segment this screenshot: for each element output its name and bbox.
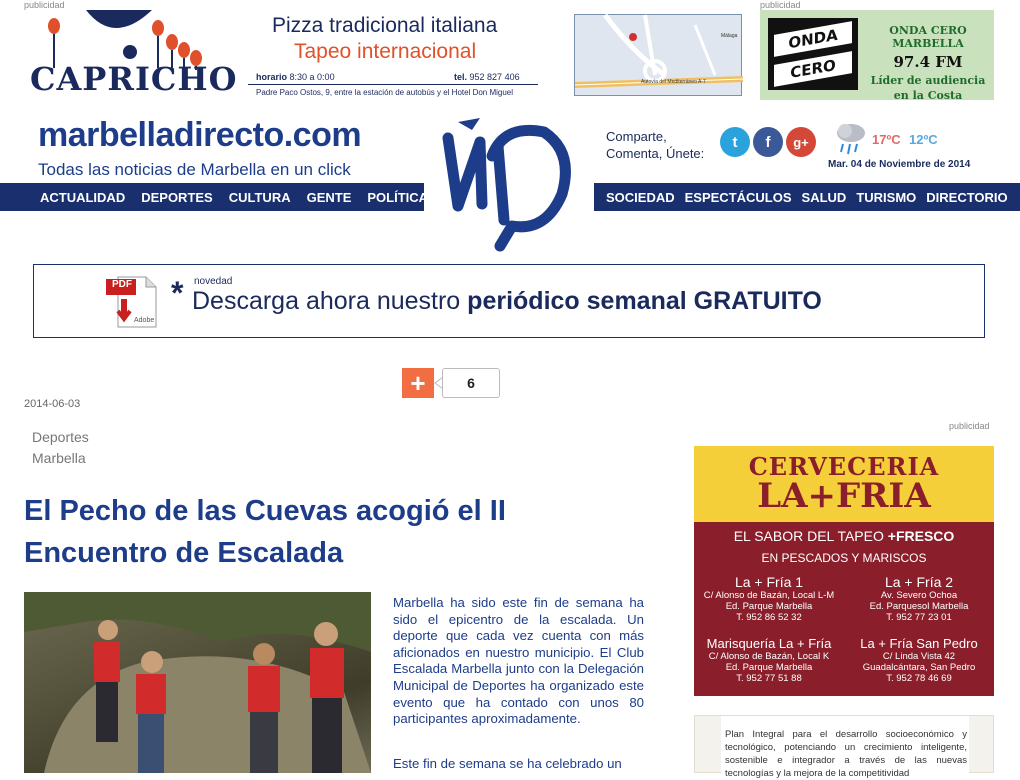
pdf-label: PDF	[112, 279, 132, 290]
md-logo-icon[interactable]	[440, 116, 580, 256]
hours-label: horario	[256, 72, 288, 82]
article-date: 2014-06-03	[24, 398, 81, 410]
onda-slogan2: en la Costa	[893, 89, 963, 102]
pizza-ad[interactable]	[248, 10, 538, 102]
current-date: Mar. 04 de Noviembre de 2014	[828, 159, 971, 170]
twitter-icon[interactable]: t	[720, 127, 750, 157]
capricho-brand: CAPRICHO	[30, 60, 238, 98]
addthis-share-button[interactable]: +	[402, 368, 434, 398]
nav-politica[interactable]: POLÍTICA	[367, 189, 429, 205]
location-3: Marisquería La + Fría C/ Alonso de Bazán, Local K Ed. Parque Marbella T. 952 77 51 88	[706, 636, 832, 684]
nav-deportes[interactable]: DEPORTES	[141, 189, 213, 205]
map-city-label: Málaga	[721, 33, 738, 39]
article-paragraph-1: Marbella ha sido este fin de semana ha sido el epicentro de la escalada. Un deporte que cada vez cuenta con más aficionados en nuestro municipio. El Club Escalada Marbella junto con la Delegación Municipal de Deportes ha organizado este evento que ha contado con unos 80 participantes aproximadamente.	[393, 595, 644, 727]
asterisk-icon: *	[171, 275, 184, 311]
phone-label: tel.	[454, 72, 468, 82]
temp-max: 17ºC	[872, 132, 901, 147]
banner-text: Descarga ahora nuestro periódico semanal GRATUITO	[192, 287, 822, 315]
map-ad[interactable]	[574, 14, 742, 96]
article-photo[interactable]	[24, 592, 371, 773]
temp-min: 12ºC	[909, 132, 938, 147]
cerveceria-sub: EN PESCADOS Y MARISCOS	[761, 551, 927, 565]
site-title-link[interactable]: marbelladirecto.com	[38, 116, 362, 154]
location-2: La + Fría 2 Av. Severo Ochoa Ed. Parquesol Marbella T. 952 77 23 01	[869, 574, 969, 623]
onda-title: ONDA CERO MARBELLA	[889, 24, 967, 50]
google-plus-icon[interactable]: g+	[786, 127, 816, 157]
plan-text: Plan Integral para el desarrollo socioeconómico y tecnológico, potenciando un crecimiento inteligente, sostenible e integrador a través de las nuevas tecnologías y la mejora de la competitividad	[725, 729, 967, 779]
ad-label: publicidad	[760, 0, 801, 10]
onda-freq: 97.4 FM	[893, 53, 963, 71]
cerveceria-slogan-bold: +FRESCO	[887, 528, 955, 544]
plan-integral-ad[interactable]	[694, 715, 994, 779]
category-link-deportes[interactable]: Deportes	[32, 429, 89, 445]
nav-turismo[interactable]: TURISMO	[856, 189, 917, 205]
article-paragraph-2: Este fin de semana se ha celebrado un	[393, 756, 622, 771]
main-nav-right	[594, 183, 1020, 211]
nav-salud[interactable]: SALUD	[801, 189, 847, 205]
onda-cero-logo: ONDA CERO	[768, 18, 858, 90]
site-tagline: Todas las noticias de Marbella en un click	[38, 160, 351, 179]
nav-espectaculos[interactable]: ESPECTÁCULOS	[684, 189, 792, 205]
main-nav-left	[0, 183, 429, 211]
facebook-icon[interactable]: f	[753, 127, 783, 157]
article-title: El Pecho de las Cuevas acogió el II Encuentro de Escalada	[24, 495, 506, 569]
divider	[248, 84, 538, 85]
pizza-line1: Pizza tradicional italiana	[272, 14, 498, 37]
category-link-marbella[interactable]: Marbella	[32, 450, 86, 466]
location-4: La + Fría San Pedro C/ Linda Vista 42 Guadalcántara, San Pedro T. 952 78 46 69	[860, 636, 978, 684]
ad-label: publicidad	[24, 0, 65, 10]
cerveceria-slogan: EL SABOR DEL TAPEO	[733, 528, 884, 544]
adobe-label: Adobe	[134, 317, 155, 324]
nav-gente[interactable]: GENTE	[306, 189, 352, 205]
cerveceria-ad[interactable]	[694, 446, 994, 696]
share-count: 6	[442, 368, 500, 398]
hours-value: 8:30 a 0:00	[289, 72, 335, 82]
location-1: La + Fría 1 C/ Alonso de Bazán, Local L-M Ed. Parque Marbella T. 952 86 52 32	[703, 574, 835, 623]
rain-cloud-icon	[834, 120, 868, 156]
nav-sociedad[interactable]: SOCIEDAD	[606, 189, 675, 205]
pizza-address: Padre Paco Ostos, 9, entre la estación de autobús y el Hotel Don Miguel	[256, 88, 514, 97]
novedad-label: novedad	[194, 276, 233, 287]
la-fria-brand: LA+FRIA	[757, 476, 931, 516]
capricho-ad[interactable]	[24, 8, 238, 100]
cerveceria-title: CERVECERIA	[748, 452, 940, 481]
onda-cero-ad[interactable]	[760, 10, 994, 100]
pdf-download-banner[interactable]	[33, 264, 985, 338]
pizza-line2: Tapeo internacional	[294, 40, 477, 63]
map-road-label: Autovía del Mediterráneo A-7	[641, 79, 706, 85]
nav-cultura[interactable]: CULTURA	[228, 189, 291, 205]
onda-slogan1: Líder de audiencia	[870, 74, 986, 87]
phone-value: 952 827 406	[469, 72, 520, 82]
sidebar-ad-label: publicidad	[949, 421, 990, 431]
climbers-image	[24, 592, 371, 773]
nav-directorio[interactable]: DIRECTORIO	[926, 189, 1008, 205]
share-text: Comparte, Comenta, Únete:	[606, 129, 705, 161]
nav-actualidad[interactable]: ACTUALIDAD	[40, 189, 126, 205]
